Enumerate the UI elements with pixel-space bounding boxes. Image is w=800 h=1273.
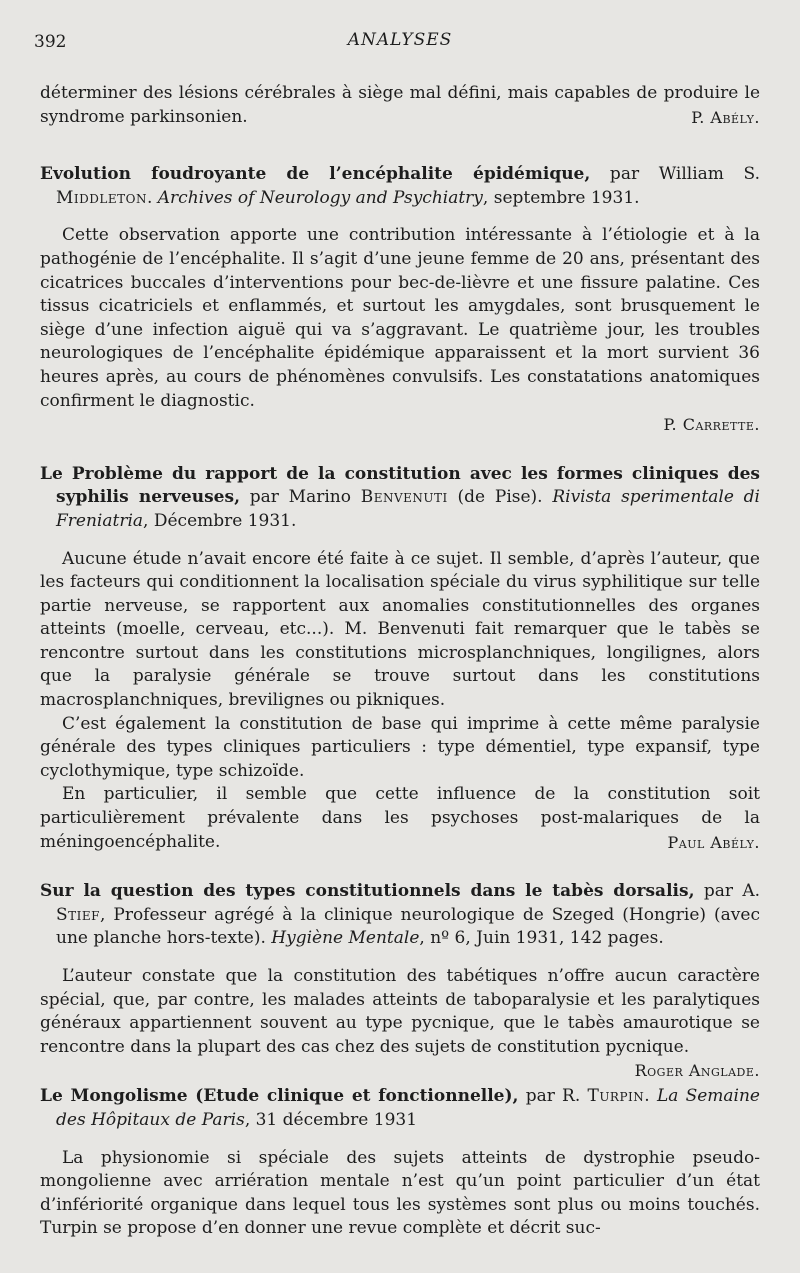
article-author: Benvenuti — [360, 487, 448, 508]
article-signature: Roger Anglade. — [634, 1061, 760, 1081]
running-header — [34, 28, 760, 54]
article-by: par Marino — [239, 487, 361, 508]
article-by: par William S. — [590, 164, 760, 185]
article-date: , septembre 1931. — [482, 187, 640, 208]
article-journal: Hygiène Mentale — [271, 928, 420, 949]
article-date: , nº 6, Juin 1931, 142 pages. — [419, 928, 664, 949]
article-sep: (de Pise). — [447, 487, 553, 508]
page-number: 392 — [34, 32, 67, 52]
article-paragraph — [40, 965, 760, 1081]
intro-text: déterminer des lésions cérébrales à siège mal défini, mais capables de produire le syndrome parkinsonien. — [40, 83, 760, 127]
article-by: par R. — [518, 1086, 588, 1107]
article-author: Stief — [56, 904, 100, 925]
article-date: , Décembre 1931. — [143, 510, 297, 531]
article-paragraph: C’est également la constitution de base qui imprime à cette même paralysie générale des types cliniques particuliers : type démentiel, type expansif, type cyclothymique, type schizoïde. — [40, 713, 760, 781]
article-heading — [40, 463, 760, 534]
article-paragraph: La physionomie si spéciale des sujets atteints de dystrophie pseudo-mongolienne avec arriération mentale n’est qu’un point particulier d’un état d’infériorité organique dans lequel tous les systèmes sont plus ou moins touchés. Turpin se propose d’en donner une revue complète et décrit suc- — [40, 1147, 760, 1239]
article-by: par A. — [694, 881, 760, 902]
article-paragraph: Cette observation apporte une contribution intéressante à l’étiologie et à la pathogénie de l’encéphalite. Il s’agit d’une jeune femme de 20 ans, présentant des cicatrices buccales d’interventions pour bec-de-lièvre et une fissure palatine. Ces tissus cicatriciels et enflammés, et surtout les amygdales, sont brusquement le siège d’une infection aiguë qui va s’aggravant. Le quatrième jour, les troubles neurologiques de l’encéphalite épidémique apparaissent et la mort survient 36 heures après, au cours de phénomènes convulsifs. Les constatations anatomiques confirment le diagnostic. — [40, 225, 760, 411]
article-heading — [40, 163, 760, 210]
article-journal: Archives of Neurology and Psychiatry — [157, 187, 483, 208]
paragraph-text: En particulier, il semble que cette influence de la constitution soit particulièrement prévalente dans les psychoses post-malariques de la méningoencéphalite. — [40, 784, 760, 852]
article-syphilis — [40, 463, 760, 855]
paragraph-text: L’auteur constate que la constitution des tabétiques n’offre aucun caractère spécial, que, par contre, les malades atteints de taboparalysie et les paralytiques généraux appartiennent souvent au type pycnique, que le tabès amaurotique se rencontre dans la plupart des cas chez des sujets de constitution pycnique. — [40, 966, 760, 1057]
article-author: Turpin — [587, 1086, 645, 1107]
article-signature: Paul Abély. — [667, 832, 760, 852]
article-paragraph: Aucune étude n’avait encore été faite à ce sujet. Il semble, d’après l’auteur, que les facteurs qui conditionnent la localisation spéciale du virus syphilitique sur telle partie nerveuse, se rapportent aux anomalies constitutionnelles des organes atteints (moelle, cerveau, etc...). M. Benvenuti fait remarquer que le tabès se rencontre surtout dans les constitutions microsplanchniques, longilignes, alors que la paralysie générale se trouve surtout dans les constitutions macrosplanchniques, brevilignes ou pikniques. — [40, 548, 760, 711]
article-heading — [40, 880, 760, 951]
running-title: ANALYSES — [347, 30, 453, 50]
article-sep: . — [644, 1086, 657, 1107]
article-title: Sur la question des types constitutionnels dans le tabès dorsalis, — [40, 881, 695, 902]
article-mongolisme — [40, 1085, 760, 1241]
article-journal: Rivista sperimentale di Freniatria — [56, 487, 760, 531]
article-tabes — [40, 880, 760, 1081]
article-title: Evolution foudroyante de l’encéphalite épidémique, — [40, 164, 591, 185]
article-sep: . — [146, 187, 158, 208]
article-paragraph — [40, 783, 760, 854]
article-heading — [40, 1085, 760, 1132]
article-sep: , Professeur agrégé à la clinique neurologique de Szeged (Hongrie) (avec une planche hors-texte). — [56, 904, 760, 949]
article-date: , 31 décembre 1931 — [244, 1109, 418, 1130]
article-encephalite — [40, 163, 760, 437]
article-author: Middleton — [56, 187, 147, 208]
intro-paragraph — [40, 82, 760, 129]
article-journal: La Semaine des Hôpitaux de Paris — [56, 1086, 760, 1130]
article-title: Le Mongolisme (Etude clinique et fonctionnelle), — [40, 1086, 519, 1107]
intro-signature: P. Abély. — [691, 107, 760, 127]
article-title: Le Problème du rapport de la constitution avec les formes cliniques des syphilis nerveuses, — [40, 463, 760, 508]
article-signature: P. Carrette. — [663, 415, 760, 435]
